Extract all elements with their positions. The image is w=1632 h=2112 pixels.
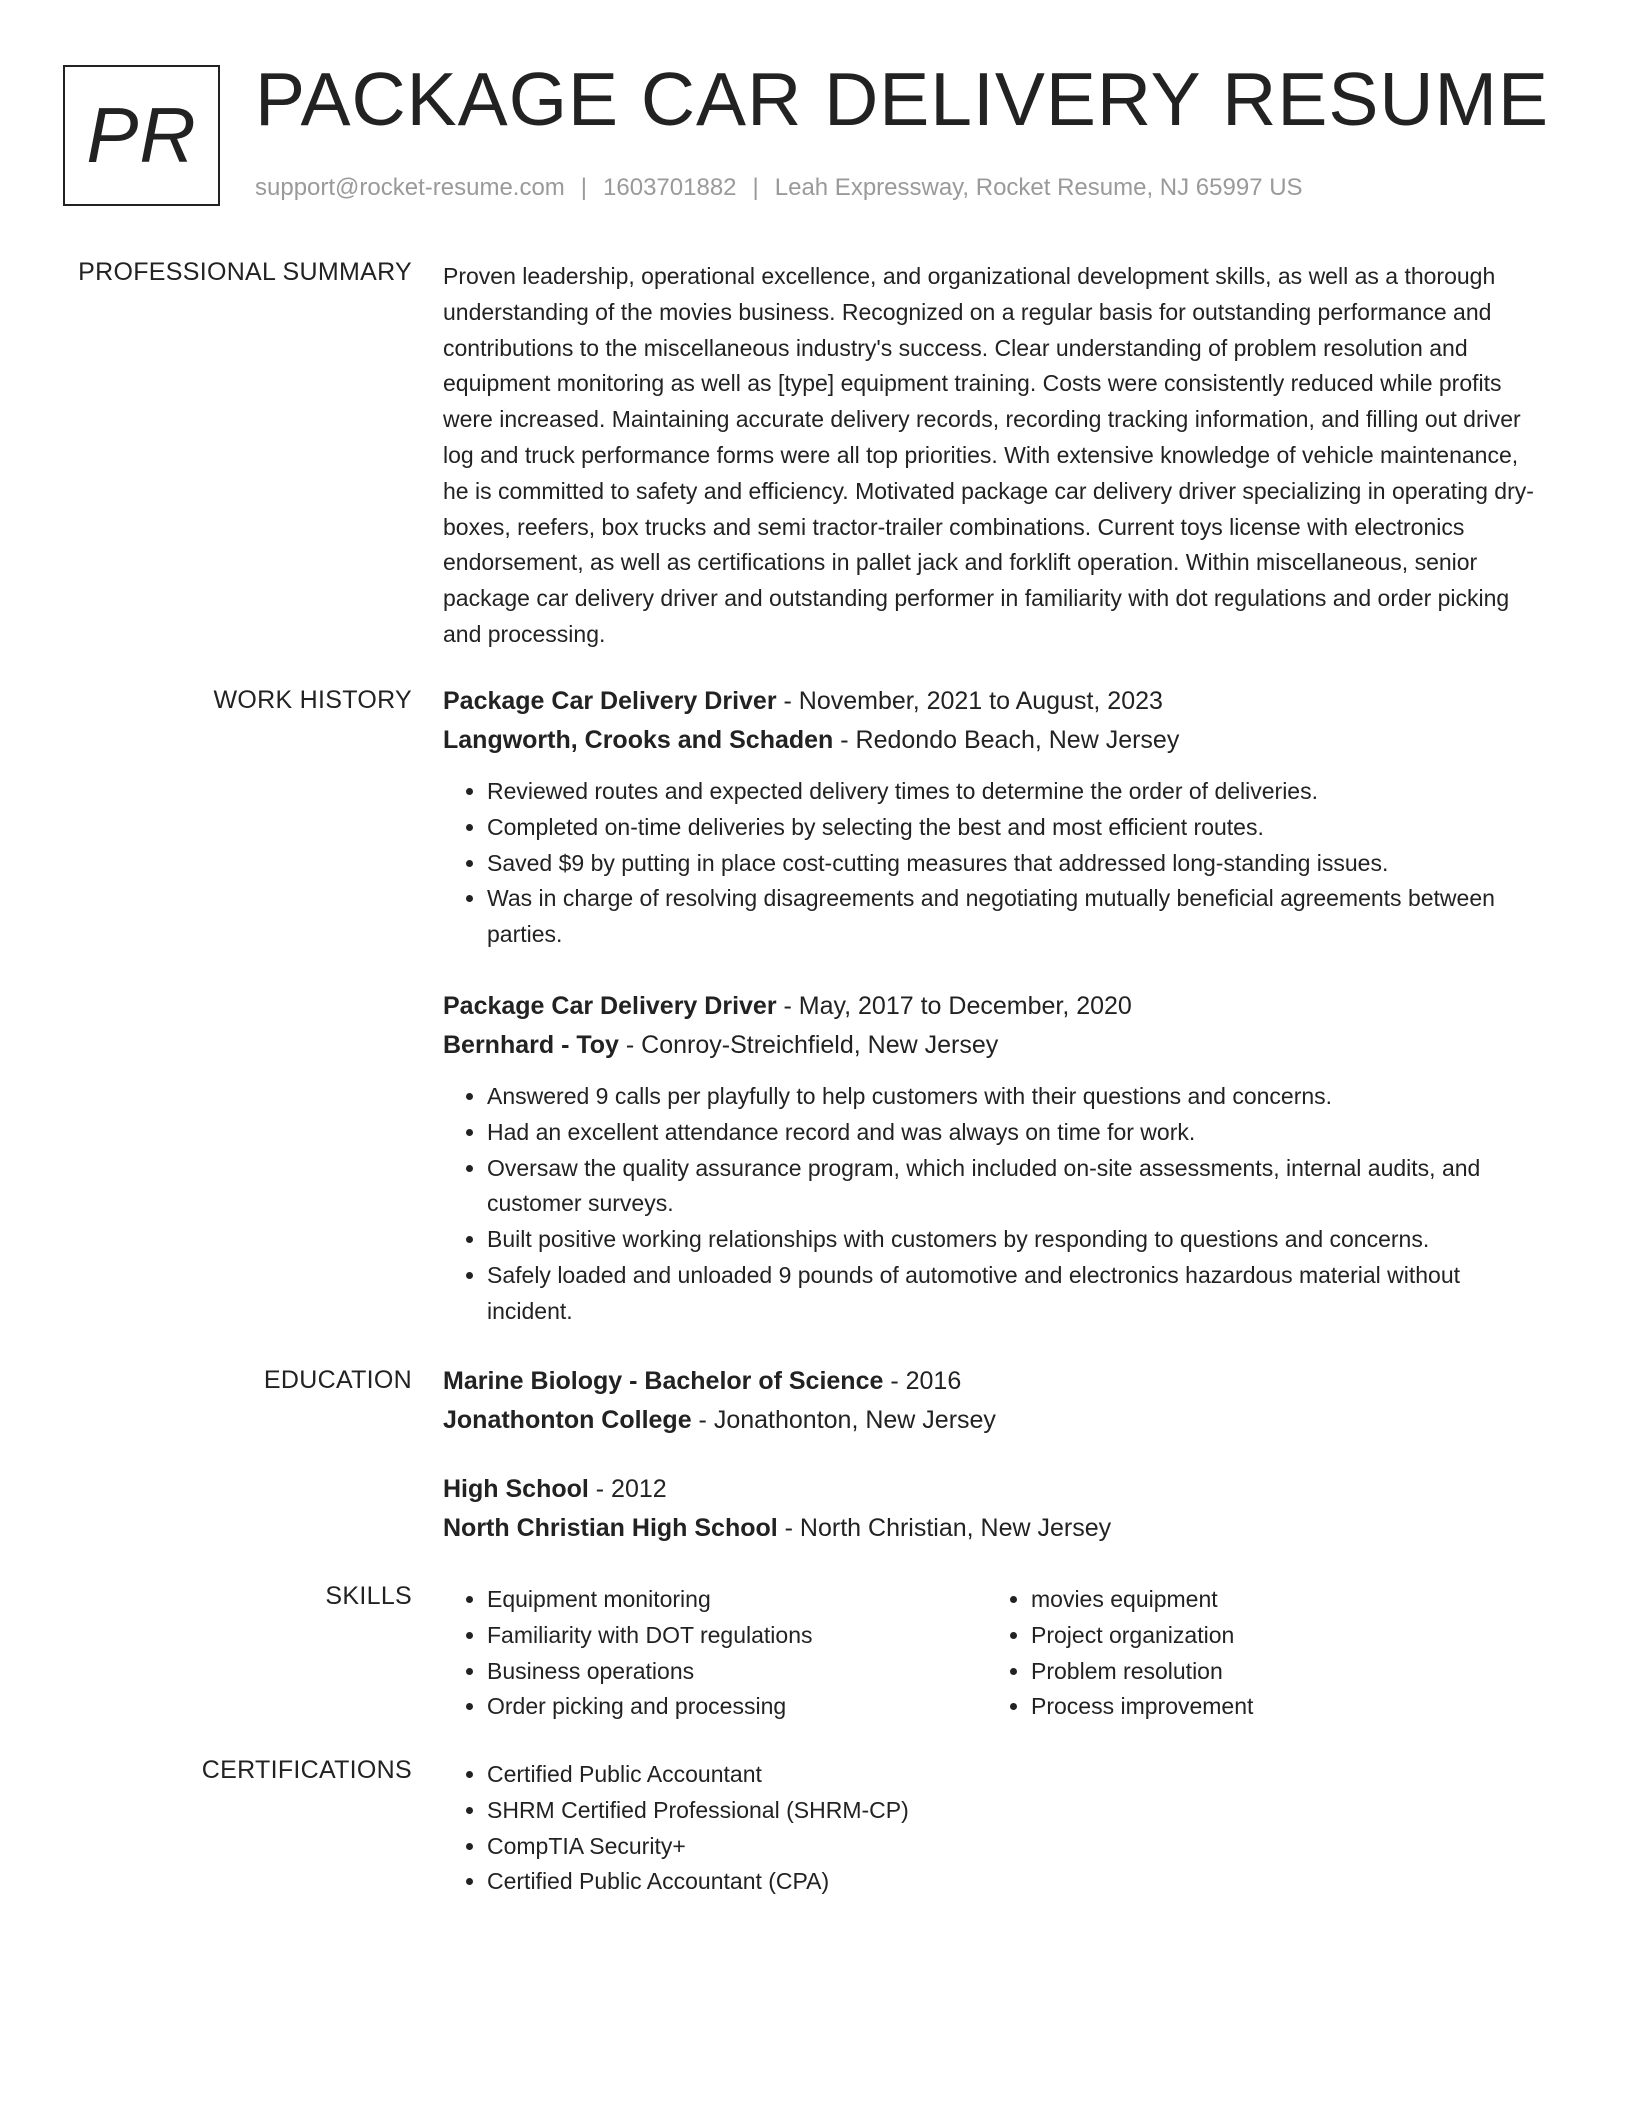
contact-address: Leah Expressway, Rocket Resume, NJ 65997 US bbox=[774, 174, 1303, 201]
section-label-work-history: WORK HISTORY bbox=[213, 686, 412, 714]
degree-name: Marine Biology - Bachelor of Science bbox=[443, 1367, 884, 1395]
list-item: • Built positive working relationships with customers by responding to questions and concerns. bbox=[487, 1222, 1548, 1258]
school-name: Jonathonton College bbox=[443, 1406, 692, 1434]
section-label-certifications: CERTIFICATIONS bbox=[201, 1756, 412, 1784]
list-item: • Saved $9 by putting in place cost-cutting measures that addressed long-standing issues. bbox=[487, 846, 1548, 882]
job-company-line bbox=[443, 721, 1548, 760]
school-line bbox=[443, 1509, 1548, 1548]
school-location: - Jonathonton, New Jersey bbox=[691, 1406, 996, 1434]
school-line bbox=[443, 1401, 1548, 1440]
contact-separator: | bbox=[580, 174, 588, 201]
degree-year: - 2012 bbox=[588, 1475, 667, 1503]
list-item: • movies equipment bbox=[1031, 1582, 1531, 1618]
job-location: - Redondo Beach, New Jersey bbox=[833, 726, 1180, 754]
job-entry bbox=[443, 987, 1548, 1330]
school-name: North Christian High School bbox=[443, 1514, 778, 1542]
job-dates: - May, 2017 to December, 2020 bbox=[776, 991, 1132, 1020]
job-title-line bbox=[443, 682, 1548, 721]
summary-body bbox=[443, 259, 1548, 653]
degree-line bbox=[443, 1362, 1548, 1401]
job-duties-list bbox=[443, 1079, 1548, 1330]
degree-name: High School bbox=[443, 1475, 589, 1503]
list-item: • Completed on-time deliveries by selecting the best and most efficient routes. bbox=[487, 810, 1548, 846]
list-item: • Business operations bbox=[487, 1654, 987, 1690]
job-duties-list bbox=[443, 774, 1548, 953]
monogram-initials: PR bbox=[86, 91, 197, 179]
list-item: • Process improvement bbox=[1031, 1689, 1531, 1725]
school-location: - North Christian, New Jersey bbox=[777, 1514, 1112, 1542]
job-title: Package Car Delivery Driver bbox=[443, 687, 777, 715]
list-item: • Had an excellent attendance record and was always on time for work. bbox=[487, 1115, 1548, 1151]
job-title-line bbox=[443, 987, 1548, 1026]
list-item: • Was in charge of resolving disagreements and negotiating mutually beneficial agreements between parties. bbox=[487, 881, 1548, 953]
monogram-logo bbox=[63, 65, 220, 206]
contact-phone[interactable]: 1603701882 bbox=[603, 174, 737, 201]
summary-text: Proven leadership, operational excellence, and organizational development skills, as well as a thorough understanding of the movies business. Recognized on a regular basis for outstanding performance and contributions to the miscellaneous industry's success. Clear understanding of problem resolution and equipment monitoring as well as [type] equipment training. Costs were consistently reduced while profits were increased. Maintaining accurate delivery records, recording tracking information, and filling out driver log and truck performance forms were all top priorities. With extensive knowledge of vehicle maintenance, he is committed to safety and efficiency. Motivated package car delivery driver specializing in operating dry-boxes, reefers, box trucks and semi tractor-trailer combinations. Current toys license with electronics endorsement, as well as certifications in pallet jack and forklift operation. Within miscellaneous, senior package car delivery driver and outstanding performer in familiarity with dot regulations and order picking and processing. bbox=[443, 263, 1534, 647]
skills-list-left bbox=[443, 1582, 987, 1725]
resume-title: PACKAGE CAR DELIVERY RESUME bbox=[255, 57, 1550, 141]
education-entry bbox=[443, 1362, 1548, 1440]
list-item: • Problem resolution bbox=[1031, 1654, 1531, 1690]
degree-year: - 2016 bbox=[883, 1367, 962, 1395]
education-entry bbox=[443, 1470, 1548, 1548]
section-label-summary: PROFESSIONAL SUMMARY bbox=[78, 258, 412, 286]
list-item: • Answered 9 calls per playfully to help customers with their questions and concerns. bbox=[487, 1079, 1548, 1115]
skills-list-right bbox=[987, 1582, 1531, 1725]
work-history-body bbox=[443, 682, 1548, 1330]
list-item: • Familiarity with DOT regulations bbox=[487, 1618, 987, 1654]
skills-columns bbox=[443, 1582, 1548, 1725]
contact-email[interactable]: support@rocket-resume.com bbox=[255, 174, 565, 201]
list-item: • Project organization bbox=[1031, 1618, 1531, 1654]
list-item: • SHRM Certified Professional (SHRM-CP) bbox=[487, 1793, 1548, 1829]
job-company: Langworth, Crooks and Schaden bbox=[443, 726, 834, 754]
list-item: • Order picking and processing bbox=[487, 1689, 987, 1725]
job-dates: - November, 2021 to August, 2023 bbox=[776, 687, 1163, 715]
job-entry bbox=[443, 682, 1548, 953]
list-item: • Equipment monitoring bbox=[487, 1582, 987, 1618]
certifications-body bbox=[443, 1757, 1548, 1900]
education-body bbox=[443, 1362, 1548, 1548]
list-item: • CompTIA Security+ bbox=[487, 1829, 1548, 1865]
section-label-skills: SKILLS bbox=[325, 1582, 412, 1610]
list-item: • Oversaw the quality assurance program, which included on-site assessments, internal audits, and customer surveys. bbox=[487, 1151, 1548, 1223]
degree-line bbox=[443, 1470, 1548, 1509]
section-label-education: EDUCATION bbox=[263, 1366, 412, 1394]
contact-line bbox=[255, 174, 1303, 202]
certifications-list bbox=[443, 1757, 1548, 1900]
list-item: • Reviewed routes and expected delivery times to determine the order of deliveries. bbox=[487, 774, 1548, 810]
job-company-line bbox=[443, 1026, 1548, 1065]
job-title: Package Car Delivery Driver bbox=[443, 991, 777, 1020]
list-item: • Certified Public Accountant (CPA) bbox=[487, 1864, 1548, 1900]
list-item: • Safely loaded and unloaded 9 pounds of automotive and electronics hazardous material without incident. bbox=[487, 1258, 1548, 1330]
job-location: - Conroy-Streichfield, New Jersey bbox=[618, 1030, 999, 1059]
list-item: • Certified Public Accountant bbox=[487, 1757, 1548, 1793]
job-company: Bernhard - Toy bbox=[443, 1030, 619, 1059]
skills-body bbox=[443, 1582, 1548, 1725]
contact-separator: | bbox=[752, 174, 759, 201]
